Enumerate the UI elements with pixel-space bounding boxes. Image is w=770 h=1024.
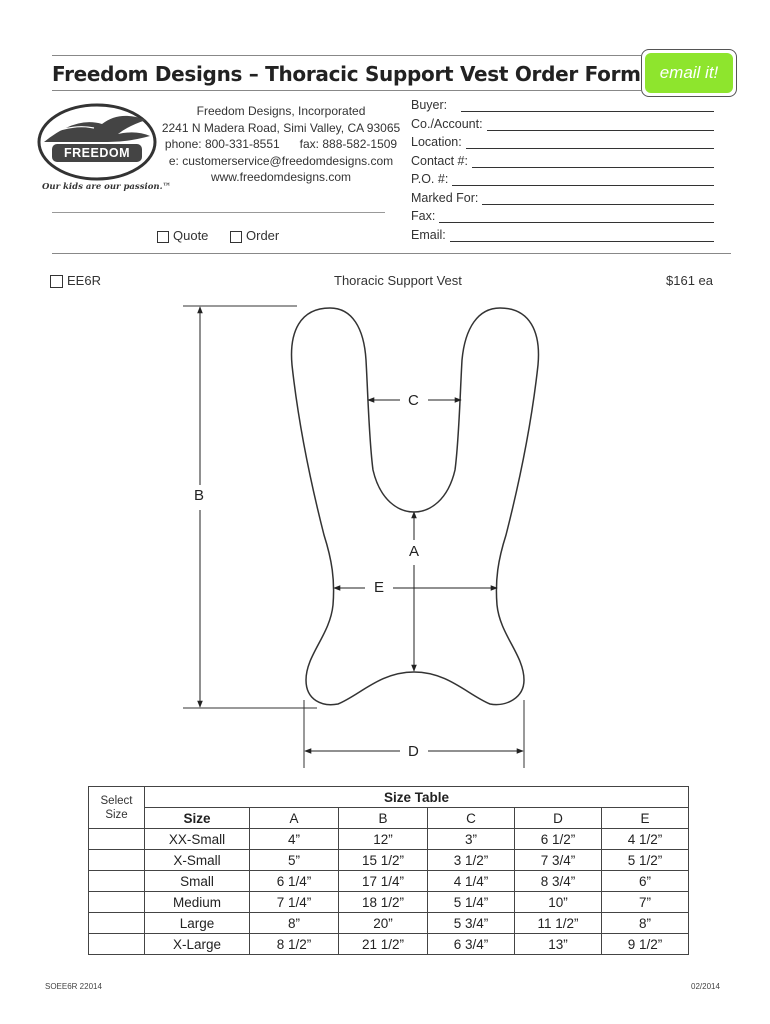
- company-email: e: customerservice@freedomdesigns.com: [168, 153, 394, 168]
- product-name: Thoracic Support Vest: [334, 273, 462, 288]
- table-row: [89, 892, 689, 913]
- select-size-cell[interactable]: [89, 892, 145, 913]
- value-cell: 3 1/2”: [428, 850, 515, 871]
- size-cell: X-Small: [145, 850, 250, 871]
- product-price: $161 ea: [666, 273, 713, 288]
- value-cell: 6”: [602, 871, 689, 892]
- marked-for-field[interactable]: [411, 191, 714, 205]
- dimension-e-label: E: [374, 579, 385, 596]
- value-cell: 9 1/2”: [602, 934, 689, 955]
- select-size-cell[interactable]: [89, 871, 145, 892]
- fax-input-line[interactable]: [439, 210, 714, 223]
- po-input-line[interactable]: [452, 173, 714, 186]
- size-cell: X-Large: [145, 934, 250, 955]
- size-cell: Large: [145, 913, 250, 934]
- table-row: [89, 829, 689, 850]
- dimension-d-label: D: [408, 743, 419, 760]
- select-size-header: Select Size: [89, 787, 145, 829]
- info-divider: [52, 212, 385, 213]
- size-table-title: Size Table: [145, 787, 689, 808]
- page-title: Freedom Designs – Thoracic Support Vest Order Form: [52, 62, 641, 86]
- value-cell: 4 1/2”: [602, 829, 689, 850]
- location-label: Location:: [411, 135, 462, 149]
- dimension-b-label: B: [194, 487, 205, 504]
- value-cell: 8”: [250, 913, 339, 934]
- contact-field[interactable]: [411, 154, 714, 168]
- size-table-header-row: [89, 808, 689, 829]
- select-size-cell[interactable]: [89, 850, 145, 871]
- header-rule-top: [52, 55, 641, 56]
- fax-label: Fax:: [411, 209, 436, 223]
- value-cell: 12”: [339, 829, 428, 850]
- product-checkbox[interactable]: [50, 275, 63, 288]
- header-c: C: [428, 808, 515, 829]
- email-button-label: email it!: [645, 53, 733, 93]
- bird-logo-icon: [36, 102, 158, 182]
- footer-date: 02/2014: [691, 982, 720, 991]
- quote-checkbox[interactable]: [157, 231, 169, 243]
- order-option[interactable]: [230, 228, 279, 243]
- header-size: Size: [145, 808, 250, 829]
- order-checkbox[interactable]: [230, 231, 242, 243]
- location-input-line[interactable]: [466, 136, 714, 149]
- product-code-option[interactable]: [50, 273, 101, 288]
- header-a: A: [250, 808, 339, 829]
- value-cell: 8 3/4”: [515, 871, 602, 892]
- vest-outline: [292, 308, 539, 705]
- dimension-c-label: C: [408, 392, 419, 409]
- vest-diagram: [0, 290, 770, 780]
- value-cell: 6 3/4”: [428, 934, 515, 955]
- header-e: E: [602, 808, 689, 829]
- size-table-title-row: [89, 787, 689, 808]
- value-cell: 17 1/4”: [339, 871, 428, 892]
- contact-label: Contact #:: [411, 154, 468, 168]
- po-field[interactable]: [411, 172, 714, 186]
- header-b: B: [339, 808, 428, 829]
- account-input-line[interactable]: [487, 118, 714, 131]
- email-field[interactable]: [411, 228, 714, 242]
- company-info: [150, 103, 412, 186]
- buyer-label: Buyer:: [411, 98, 448, 112]
- location-field[interactable]: [411, 135, 714, 149]
- header-d: D: [515, 808, 602, 829]
- value-cell: 4 1/4”: [428, 871, 515, 892]
- quote-option[interactable]: [157, 228, 208, 243]
- value-cell: 3”: [428, 829, 515, 850]
- account-field[interactable]: [411, 117, 714, 131]
- company-address: 2241 N Madera Road, Simi Valley, CA 93065: [161, 120, 401, 135]
- logo-tagline: Our kids are our passion.™: [42, 182, 172, 192]
- marked-for-input-line[interactable]: [482, 192, 714, 205]
- company-phone-fax: phone: 800-331-8551 fax: 888-582-1509: [164, 137, 398, 151]
- size-table: [88, 786, 689, 955]
- value-cell: 5 1/2”: [602, 850, 689, 871]
- section-divider: [52, 253, 731, 254]
- select-size-cell[interactable]: [89, 913, 145, 934]
- dimension-a-label: A: [409, 543, 420, 560]
- value-cell: 13”: [515, 934, 602, 955]
- value-cell: 5 1/4”: [428, 892, 515, 913]
- buyer-field[interactable]: [411, 98, 714, 112]
- table-row: [89, 871, 689, 892]
- contact-input-line[interactable]: [472, 155, 714, 168]
- email-label: Email:: [411, 228, 446, 242]
- value-cell: 21 1/2”: [339, 934, 428, 955]
- value-cell: 4”: [250, 829, 339, 850]
- size-cell: Small: [145, 871, 250, 892]
- select-size-cell[interactable]: [89, 829, 145, 850]
- value-cell: 20”: [339, 913, 428, 934]
- company-name: Freedom Designs, Incorporated: [196, 104, 366, 118]
- select-size-cell[interactable]: [89, 934, 145, 955]
- value-cell: 8 1/2”: [250, 934, 339, 955]
- value-cell: 15 1/2”: [339, 850, 428, 871]
- value-cell: 6 1/4”: [250, 871, 339, 892]
- value-cell: 5”: [250, 850, 339, 871]
- freedom-logo: [36, 102, 158, 182]
- table-row: [89, 913, 689, 934]
- fax-field[interactable]: [411, 209, 714, 223]
- size-cell: XX-Small: [145, 829, 250, 850]
- header-rule-bottom: [52, 90, 641, 91]
- value-cell: 10”: [515, 892, 602, 913]
- value-cell: 5 3/4”: [428, 913, 515, 934]
- footer-form-code: SOEE6R 22014: [45, 982, 102, 991]
- value-cell: 7”: [602, 892, 689, 913]
- buyer-input-line[interactable]: [461, 99, 714, 112]
- order-label: Order: [246, 228, 280, 243]
- email-button[interactable]: [641, 49, 737, 97]
- value-cell: 7 3/4”: [515, 850, 602, 871]
- size-cell: Medium: [145, 892, 250, 913]
- po-label: P.O. #:: [411, 172, 449, 186]
- value-cell: 7 1/4”: [250, 892, 339, 913]
- value-cell: 11 1/2”: [515, 913, 602, 934]
- account-label: Co./Account:: [411, 117, 483, 131]
- value-cell: 18 1/2”: [339, 892, 428, 913]
- table-row: [89, 934, 689, 955]
- product-code: EE6R: [67, 273, 101, 288]
- marked-for-label: Marked For:: [411, 191, 479, 205]
- email-input-line[interactable]: [450, 229, 714, 242]
- quote-label: Quote: [173, 228, 209, 243]
- value-cell: 8”: [602, 913, 689, 934]
- logo-text: FREEDOM: [64, 146, 130, 160]
- table-row: [89, 850, 689, 871]
- company-website: www.freedomdesigns.com: [210, 170, 352, 184]
- value-cell: 6 1/2”: [515, 829, 602, 850]
